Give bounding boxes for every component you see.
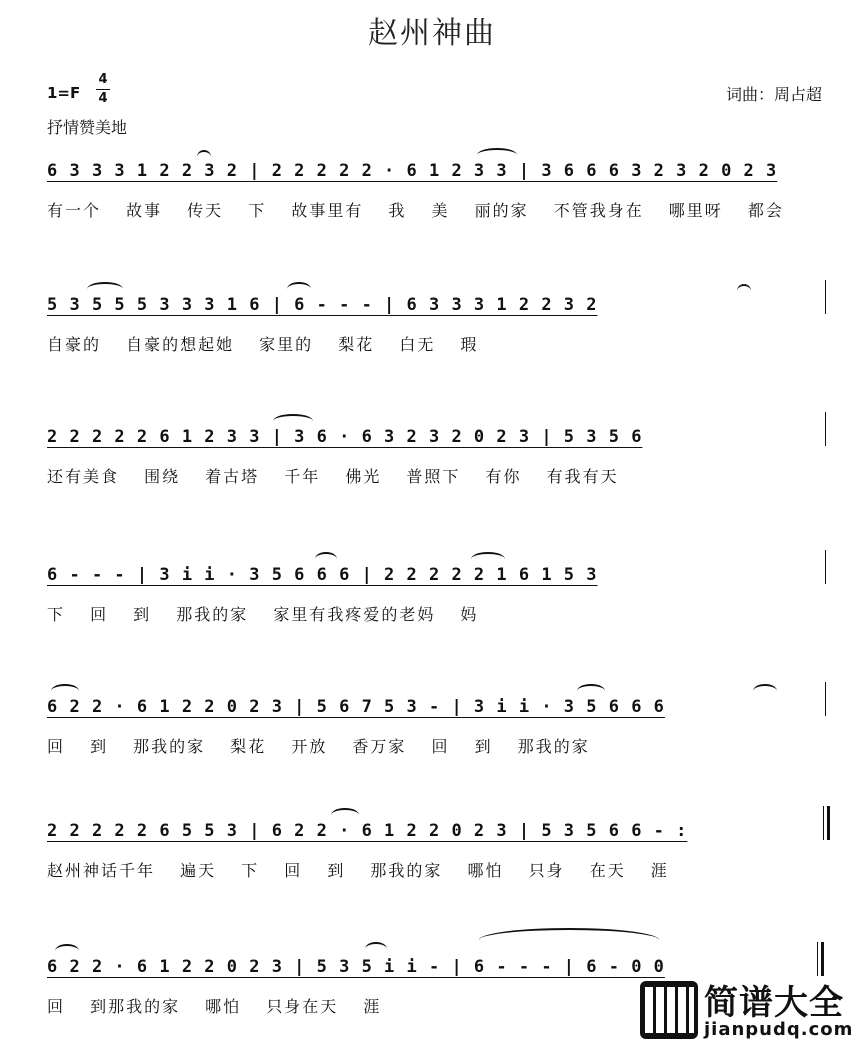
site-watermark (640, 975, 860, 1045)
score-system-4 (47, 562, 827, 642)
notes-line: 6 - - - | 3 i i · 3 5 6 6 6 | 2 2 2 2 2 1 6 1 5 3 (47, 565, 598, 585)
notes-line: 2 2 2 2 2 6 5 5 3 | 6 2 2 · 6 1 2 2 0 2 3 | 5 3 5 6 6 - : (47, 821, 688, 841)
tempo-marking: 抒情赞美地 (47, 118, 128, 137)
notes-line: 5 3 5 5 5 3 3 3 1 6 | 6 - - - | 6 3 3 3 1 2 2 3 2 (47, 295, 598, 315)
time-signature (96, 72, 110, 107)
notes-line: 6 2 2 · 6 1 2 2 0 2 3 | 5 3 5 i i - | 6 - - - | 6 - 0 0 (47, 957, 665, 977)
notes-line: 2 2 2 2 2 6 1 2 3 3 | 3 6 · 6 3 2 3 2 0 2 3 | 5 3 5 6 (47, 427, 643, 447)
score-system-1 (47, 158, 827, 238)
score-system-2 (47, 292, 827, 372)
watermark-url: jianpudq.com (704, 1019, 854, 1040)
lyrics-line: 回 到 那我的家 梨花 开放 香万家 回 到 那我的家 (47, 737, 590, 756)
piano-logo-icon (640, 981, 698, 1039)
time-signature-bottom: 4 (98, 91, 108, 106)
watermark-name: 简谱大全 (704, 983, 844, 1023)
composer-credit: 词曲：周占超 (725, 85, 822, 104)
notes-line: 6 2 2 · 6 1 2 2 0 2 3 | 5 6 7 5 3 - | 3 i i · 3 5 6 6 6 (47, 697, 665, 717)
notes-line: 6 3 3 3 1 2 2 3 2 | 2 2 2 2 2 · 6 1 2 3 3 | 3 6 6 6 3 2 3 2 0 2 3 (47, 161, 778, 181)
lyrics-line: 自豪的 自豪的想起她 家里的 梨花 白无 瑕 (47, 335, 479, 354)
lyrics-line: 回 到那我的家 哪怕 只身在天 涯 (47, 997, 382, 1016)
song-title: 赵州神曲 (368, 16, 496, 51)
score-system-5 (47, 694, 827, 774)
score-system-6 (47, 818, 827, 898)
time-signature-top: 4 (98, 72, 108, 87)
score-system-3 (47, 424, 827, 504)
lyrics-line: 有一个 故事 传天 下 故事里有 我 美 丽的家 不管我身在 哪里呀 都会 (47, 201, 784, 220)
lyrics-line: 下 回 到 那我的家 家里有我疼爱的老妈 妈 (47, 605, 479, 624)
key-signature: 1=F (47, 84, 81, 102)
lyrics-line: 赵州神话千年 遍天 下 回 到 那我的家 哪怕 只身 在天 涯 (47, 861, 669, 880)
lyrics-line: 还有美食 围绕 着古塔 千年 佛光 普照下 有你 有我有天 (47, 467, 619, 486)
